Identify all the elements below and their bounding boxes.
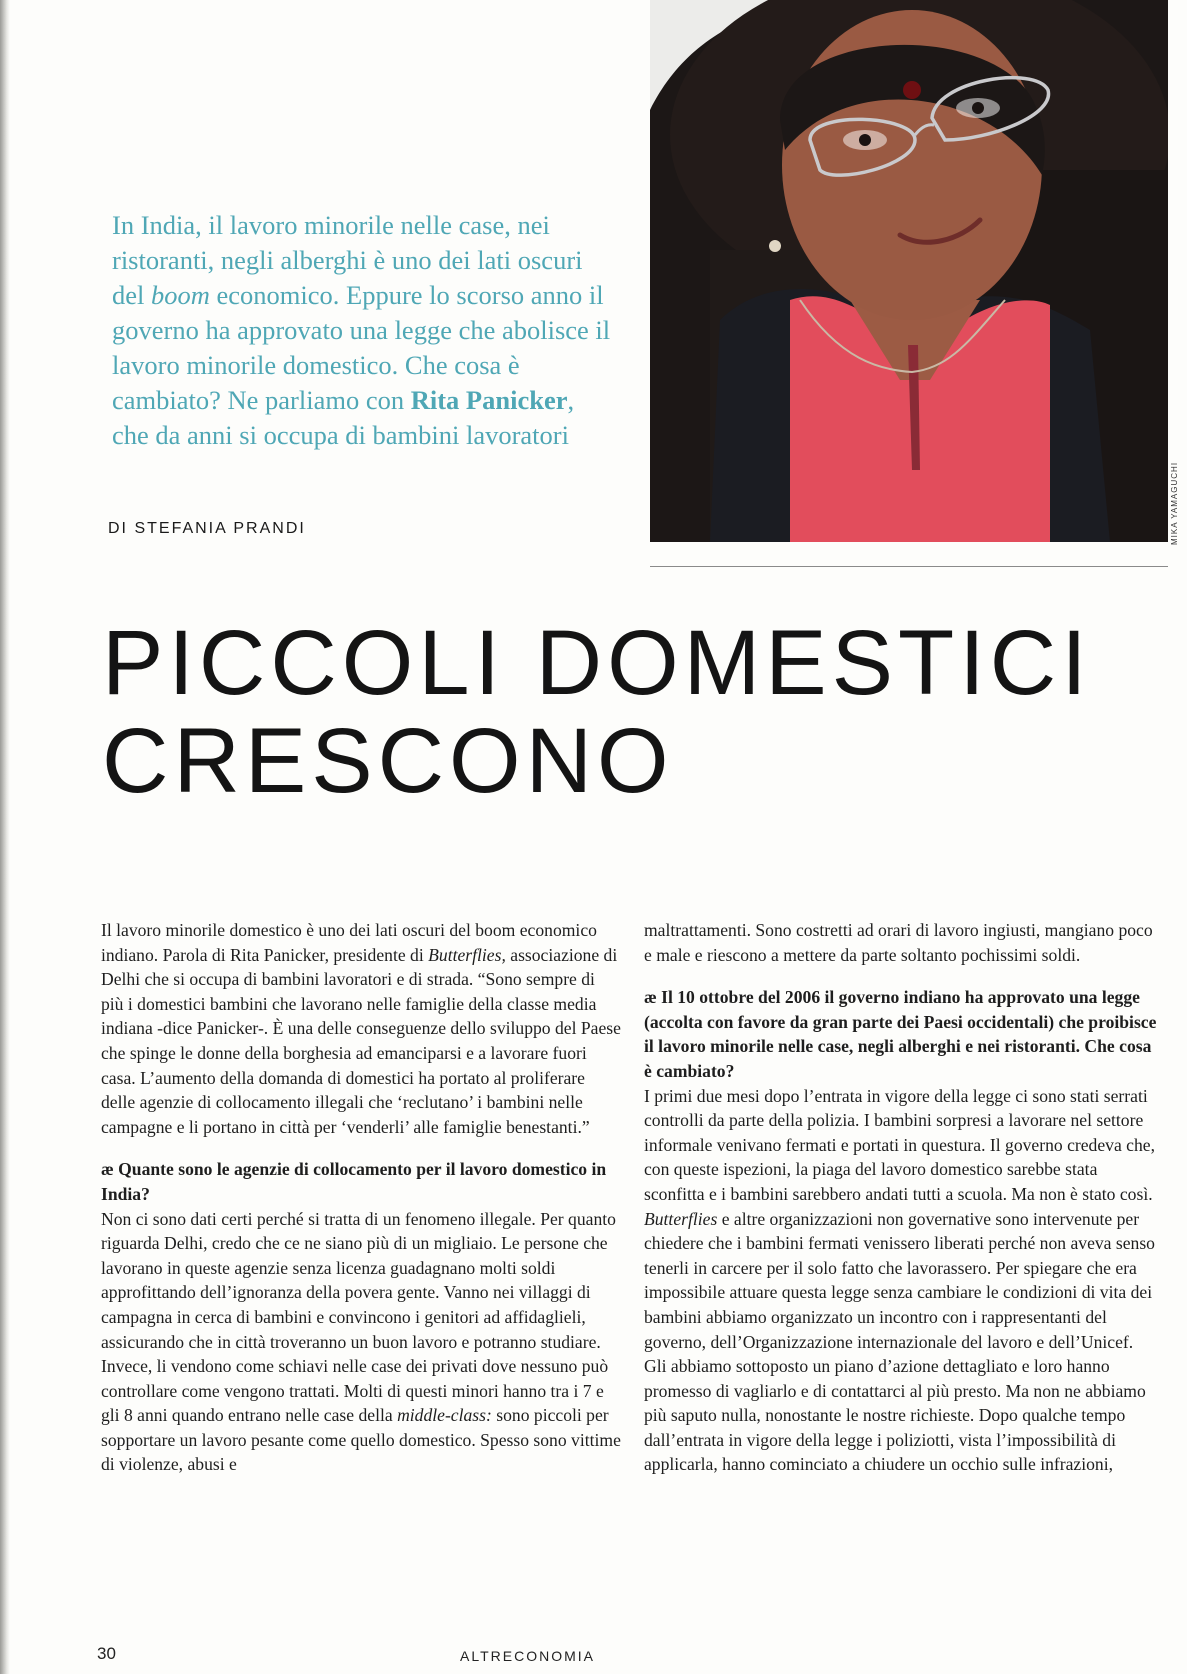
article-title <box>102 614 1182 810</box>
interview-question: æ Il 10 ottobre del 2006 il governo indiano ha approvato una legge (accolta con favore da gran parte dei Paesi occidentali) che proibisce il lavoro minorile nelle case, negli alberghi e nei ristoranti. Che cosa è cambiato? <box>644 987 1157 1081</box>
question-marker-icon: æ <box>644 987 657 1008</box>
lead-text-1: In India, il lavoro minorile nelle case, nei ristoranti, negli alberghi è uno dei lati oscuri del <box>112 210 583 310</box>
lead-emphasis: boom <box>151 280 210 310</box>
lead-paragraph <box>112 208 612 453</box>
title-line-1: PICCOLI DOMESTICI <box>102 612 1092 714</box>
portrait-photo <box>650 0 1168 542</box>
byline: DI STEFANIA PRANDI <box>108 520 306 537</box>
divider-rule <box>650 566 1168 567</box>
interview-question: æ Quante sono le agenzie di collocamento per il lavoro domestico in India? <box>101 1159 607 1204</box>
question-marker-icon: æ <box>101 1159 114 1180</box>
page-number: 30 <box>97 1644 116 1663</box>
body-paragraph: I primi due mesi dopo l’entrata in vigore della legge ci sono stati serrati controlli da parte della polizia. I bambini sorpresi a lavorare nel settore informale venivano fermati e portati in questura. Il governo credeva che, con queste ispezioni, la piaga del lavoro domestico sarebbe stata sconfitta e i bambini sarebbero andati tutti a scuola. Ma non è stato così. Butterflies e altre organizzazioni non governative sono intervenute per chiedere che i bambini fermati venissero liberati perché non aveva senso tenerli in carcere per il solo fatto che lavorassero. Per spiegare che era impossibile attuare questa legge senza cambiare le condizioni di vita dei bambini abbiamo organizzato un incontro con i rappresentanti del governo, dell’Organizzazione internazionale del lavoro e dell’Unicef. Gli abbiamo sottoposto un piano d’azione dettagliato e loro hanno promesso di vagliarlo e di contattarci al più presto. Ma non ne abbiamo più saputo nulla, nonostante le nostre richieste. Dopo qualche tempo dall’entrata in vigore della legge i poliziotti, vista l’impossibilità di applicarla, hanno cominciato a chiudere un occhio sulle infrazioni, <box>644 1085 1155 1475</box>
portrait-illustration <box>650 0 1168 542</box>
lead-interviewee-name: Rita Panicker <box>410 385 568 415</box>
body-paragraph: Il lavoro minorile domestico è uno dei lati oscuri del boom economico indiano. Parola di Rita Panicker, presidente di Butterflies, associazione di Delhi che si occupa di bambini lavoratori e di strada. “Sono sempre di più i domestici bambini che lavorano nelle famiglie della classe media indiana -dice Panicker-. È una delle conseguenze dello sviluppo del Paese che spinge le donne della borghesia ad emanciparsi e a lavorare fuori casa. L’aumento della domanda di domestici ha portato al proliferare delle agenzie di collocamento illegali che ‘reclutano’ i bambini nelle campagne e li portano in città per ‘venderli’ alle famiglie benestanti.” <box>101 920 621 1137</box>
body-paragraph: Non ci sono dati certi perché si tratta di un fenomeno illegale. Per quanto riguarda Delhi, credo che ce ne siano più di un migliaio. Le persone che lavorano in queste agenzie senza licenza guadagnano molti soldi approfittando dell’ignoranza della povera gente. Vanno nei villaggi di campagna in cerca di bambini e convincono i genitori ad affidaglieli, assicurando che in città troveranno un buon lavoro e potranno studiare. Invece, li vendono come schiavi nelle case dei privati dove nessuno può controllare come vengono trattati. Molti di questi minori hanno tra i 7 e gli 8 anni quando entrano nelle case della middle-class: sono piccoli per sopportare un lavoro pesante come quello domestico. Spesso sono vittime di violenze, abusi e <box>101 1208 621 1475</box>
magazine-name: ALTRECONOMIA <box>460 1648 595 1664</box>
body-paragraph: maltrattamenti. Sono costretti ad orari di lavoro ingiusti, mangiano poco e male e riescono a mettere da parte soltanto pochissimi soldi. <box>644 920 1153 965</box>
body-column-left <box>101 918 621 1477</box>
title-line-2: CRESCONO <box>102 710 674 812</box>
lead-text-3: , che da anni si occupa di bambini lavoratori <box>112 385 575 450</box>
scan-edge <box>0 0 10 1674</box>
body-column-right <box>644 918 1159 1477</box>
photo-credit: MIKA YAMAGUCHI <box>1170 461 1179 545</box>
lead-text-2: economico. Eppure lo scorso anno il governo ha approvato una legge che abolisce il lavoro minorile domestico. Che cosa è cambiato? Ne parliamo con <box>112 280 611 415</box>
